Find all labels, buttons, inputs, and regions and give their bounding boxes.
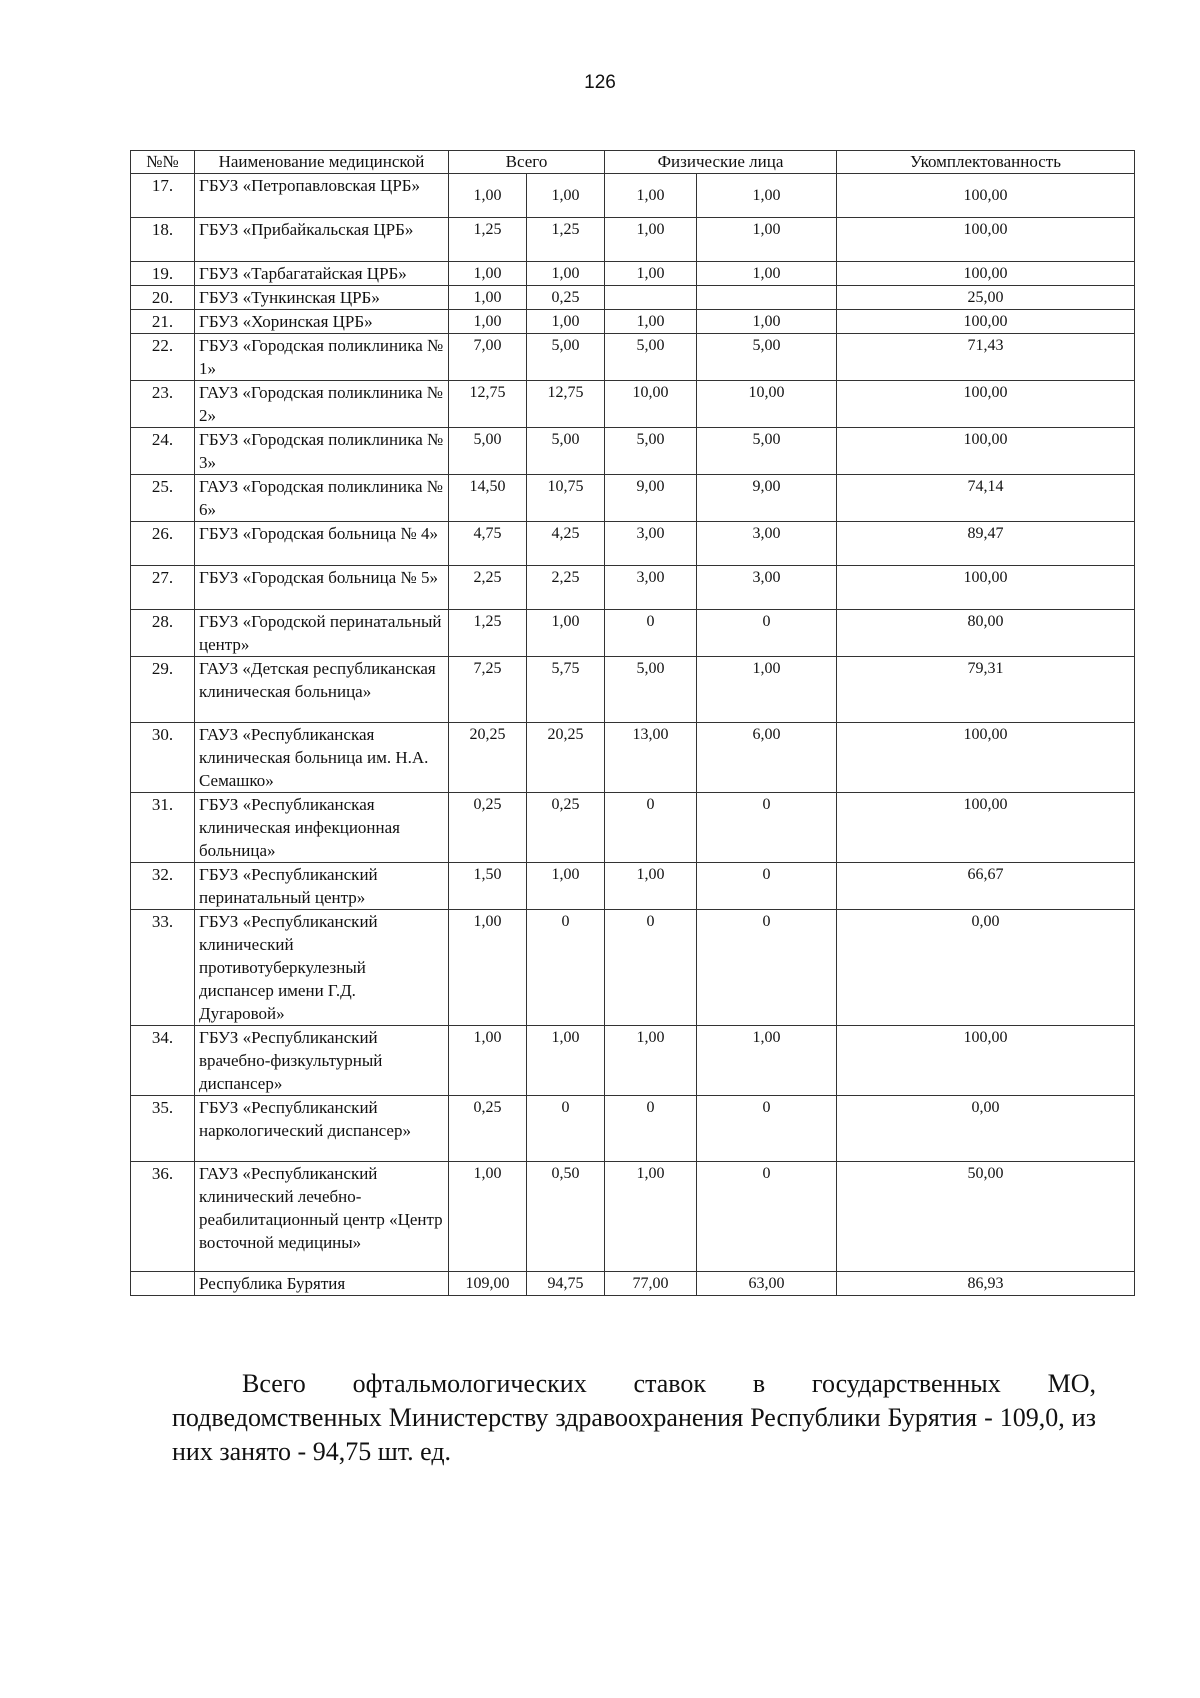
cell-v2: 1,25 [527,218,605,262]
cell-v4: 0 [697,910,837,1026]
cell-v3: 10,00 [605,381,697,428]
cell-v4: 0 [697,863,837,910]
cell-v3: 0 [605,910,697,1026]
cell-num: 24. [131,428,195,475]
cell-name: ГБУЗ «Городская больница № 4» [195,522,449,566]
cell-v1: 20,25 [449,723,527,793]
cell-v1: 2,25 [449,566,527,610]
cell-v3 [605,286,697,310]
cell-v4: 6,00 [697,723,837,793]
table-row [131,310,1135,334]
staffing-table [130,150,1135,1296]
cell-v4: 1,00 [697,310,837,334]
cell-num: 35. [131,1096,195,1162]
cell-v4: 1,00 [697,174,837,218]
cell-v1: 7,00 [449,334,527,381]
cell-v1: 12,75 [449,381,527,428]
cell-name: ГБУЗ «Петропавловская ЦРБ» [195,174,449,218]
cell-v1: 1,00 [449,1026,527,1096]
cell-v3: 3,00 [605,566,697,610]
cell-v4: 1,00 [697,262,837,286]
cell-name: ГБУЗ «Городская поликлиника № 3» [195,428,449,475]
cell-num [131,1272,195,1296]
cell-num: 17. [131,174,195,218]
cell-name: ГАУЗ «Городская поликлиника № 2» [195,381,449,428]
cell-v4 [697,286,837,310]
table-row [131,174,1135,218]
cell-pct: 100,00 [837,218,1135,262]
cell-v2: 5,75 [527,657,605,723]
cell-name: ГБУЗ «Республиканский наркологический диспансер» [195,1096,449,1162]
page-number: 126 [584,72,616,93]
cell-v4: 1,00 [697,218,837,262]
table-row [131,1162,1135,1272]
cell-num: 22. [131,334,195,381]
cell-v4: 1,00 [697,657,837,723]
cell-v2: 1,00 [527,262,605,286]
cell-v4: 5,00 [697,428,837,475]
cell-v3: 5,00 [605,334,697,381]
cell-name: ГБУЗ «Республиканская клиническая инфекционная больница» [195,793,449,863]
header-name: Наименование медицинской [195,151,449,174]
cell-v4: 0 [697,793,837,863]
table-row [131,793,1135,863]
cell-v4: 3,00 [697,522,837,566]
cell-v3: 3,00 [605,522,697,566]
cell-pct: 100,00 [837,723,1135,793]
cell-v4: 9,00 [697,475,837,522]
cell-v1: 14,50 [449,475,527,522]
cell-v2: 1,00 [527,863,605,910]
cell-name: ГБУЗ «Хоринская ЦРБ» [195,310,449,334]
cell-pct: 100,00 [837,262,1135,286]
cell-v1: 1,00 [449,286,527,310]
cell-v1: 1,50 [449,863,527,910]
cell-num: 27. [131,566,195,610]
cell-num: 34. [131,1026,195,1096]
header-num: №№ [131,151,195,174]
cell-v2: 5,00 [527,428,605,475]
cell-v2: 4,25 [527,522,605,566]
cell-pct: 89,47 [837,522,1135,566]
cell-pct: 100,00 [837,428,1135,475]
cell-v4: 1,00 [697,1026,837,1096]
cell-pct: 0,00 [837,910,1135,1026]
cell-name: ГАУЗ «Республиканский клинический лечебно-реабилитационный центр «Центр восточной медицины» [195,1162,449,1272]
header-total: Всего [449,151,605,174]
cell-v4: 0 [697,1096,837,1162]
cell-num: 25. [131,475,195,522]
cell-name: ГАУЗ «Республиканская клиническая больница им. Н.А. Семашко» [195,723,449,793]
cell-v4: 0 [697,1162,837,1272]
cell-v3: 5,00 [605,428,697,475]
cell-pct: 0,00 [837,1096,1135,1162]
cell-v1: 1,00 [449,910,527,1026]
cell-v3: 1,00 [605,1026,697,1096]
cell-pct: 74,14 [837,475,1135,522]
cell-v2: 1,00 [527,174,605,218]
table-header-row [131,151,1135,174]
cell-pct: 100,00 [837,381,1135,428]
cell-v1: 0,25 [449,793,527,863]
table-row [131,1096,1135,1162]
cell-v2: 12,75 [527,381,605,428]
cell-v3: 0 [605,610,697,657]
cell-name: ГБУЗ «Тарбагатайская ЦРБ» [195,262,449,286]
cell-v3: 1,00 [605,218,697,262]
cell-v1: 1,00 [449,262,527,286]
cell-v1: 1,25 [449,218,527,262]
cell-num: 23. [131,381,195,428]
cell-name: ГАУЗ «Детская республиканская клиническая больница» [195,657,449,723]
cell-v4: 0 [697,610,837,657]
table-row [131,863,1135,910]
cell-pct: 86,93 [837,1272,1135,1296]
cell-num: 36. [131,1162,195,1272]
header-persons: Физические лица [605,151,837,174]
cell-pct: 25,00 [837,286,1135,310]
cell-name: ГБУЗ «Городская больница № 5» [195,566,449,610]
cell-pct: 79,31 [837,657,1135,723]
cell-v1: 1,00 [449,174,527,218]
cell-v2: 1,00 [527,610,605,657]
cell-v3: 0 [605,793,697,863]
cell-name: ГБУЗ «Тункинская ЦРБ» [195,286,449,310]
cell-v2: 1,00 [527,1026,605,1096]
cell-v3: 1,00 [605,310,697,334]
cell-v1: 5,00 [449,428,527,475]
cell-num: 18. [131,218,195,262]
cell-pct: 66,67 [837,863,1135,910]
cell-pct: 100,00 [837,793,1135,863]
cell-v2: 2,25 [527,566,605,610]
cell-v3: 1,00 [605,863,697,910]
cell-num: 33. [131,910,195,1026]
table-row [131,262,1135,286]
cell-v2: 0 [527,1096,605,1162]
cell-pct: 100,00 [837,1026,1135,1096]
cell-v3: 1,00 [605,174,697,218]
cell-v1: 109,00 [449,1272,527,1296]
cell-name: ГАУЗ «Городская поликлиника № 6» [195,475,449,522]
cell-v1: 4,75 [449,522,527,566]
cell-v4: 10,00 [697,381,837,428]
cell-v1: 7,25 [449,657,527,723]
table-row [131,610,1135,657]
cell-v3: 1,00 [605,1162,697,1272]
cell-v2: 20,25 [527,723,605,793]
table-row [131,657,1135,723]
table-row [131,522,1135,566]
table-body [131,174,1135,1296]
cell-v1: 0,25 [449,1096,527,1162]
cell-num: 31. [131,793,195,863]
cell-v2: 94,75 [527,1272,605,1296]
cell-pct: 100,00 [837,174,1135,218]
header-staffing: Укомплектованность [837,151,1135,174]
cell-v2: 10,75 [527,475,605,522]
cell-v2: 1,00 [527,310,605,334]
cell-v2: 0,25 [527,286,605,310]
cell-num: 29. [131,657,195,723]
table-row [131,566,1135,610]
cell-pct: 100,00 [837,310,1135,334]
cell-v4: 5,00 [697,334,837,381]
table-row [131,1026,1135,1096]
cell-num: 21. [131,310,195,334]
cell-name: Республика Бурятия [195,1272,449,1296]
table-row [131,218,1135,262]
cell-name: ГБУЗ «Городская поликлиника № 1» [195,334,449,381]
table-row [131,723,1135,793]
cell-name: ГБУЗ «Республиканский клинический противотуберкулезный диспансер имени Г.Д. Дугаровой» [195,910,449,1026]
cell-name: ГБУЗ «Прибайкальская ЦРБ» [195,218,449,262]
table-row [131,381,1135,428]
cell-num: 26. [131,522,195,566]
table-row [131,475,1135,522]
cell-v3: 5,00 [605,657,697,723]
cell-v2: 5,00 [527,334,605,381]
table-row [131,428,1135,475]
cell-v3: 9,00 [605,475,697,522]
cell-pct: 80,00 [837,610,1135,657]
cell-v3: 77,00 [605,1272,697,1296]
cell-name: ГБУЗ «Республиканский врачебно-физкультурный диспансер» [195,1026,449,1096]
table-total-row [131,1272,1135,1296]
cell-v1: 1,00 [449,310,527,334]
cell-num: 20. [131,286,195,310]
cell-v3: 1,00 [605,262,697,286]
cell-num: 30. [131,723,195,793]
cell-v3: 0 [605,1096,697,1162]
cell-name: ГБУЗ «Городской перинатальный центр» [195,610,449,657]
cell-num: 19. [131,262,195,286]
table-row [131,910,1135,1026]
cell-v4: 3,00 [697,566,837,610]
cell-pct: 50,00 [837,1162,1135,1272]
cell-v4: 63,00 [697,1272,837,1296]
cell-v2: 0 [527,910,605,1026]
cell-v2: 0,50 [527,1162,605,1272]
table-row [131,286,1135,310]
cell-v2: 0,25 [527,793,605,863]
cell-v1: 1,25 [449,610,527,657]
table-row [131,334,1135,381]
cell-pct: 100,00 [837,566,1135,610]
cell-v3: 13,00 [605,723,697,793]
summary-paragraph: Всего офтальмологических ставок в государственных МО, подведомственных Министерству здравоохранения Республики Бурятия - 109,0, из них занято - 94,75 шт. ед. [172,1369,1096,1466]
cell-v1: 1,00 [449,1162,527,1272]
cell-pct: 71,43 [837,334,1135,381]
cell-num: 32. [131,863,195,910]
cell-name: ГБУЗ «Республиканский перинатальный центр» [195,863,449,910]
cell-num: 28. [131,610,195,657]
